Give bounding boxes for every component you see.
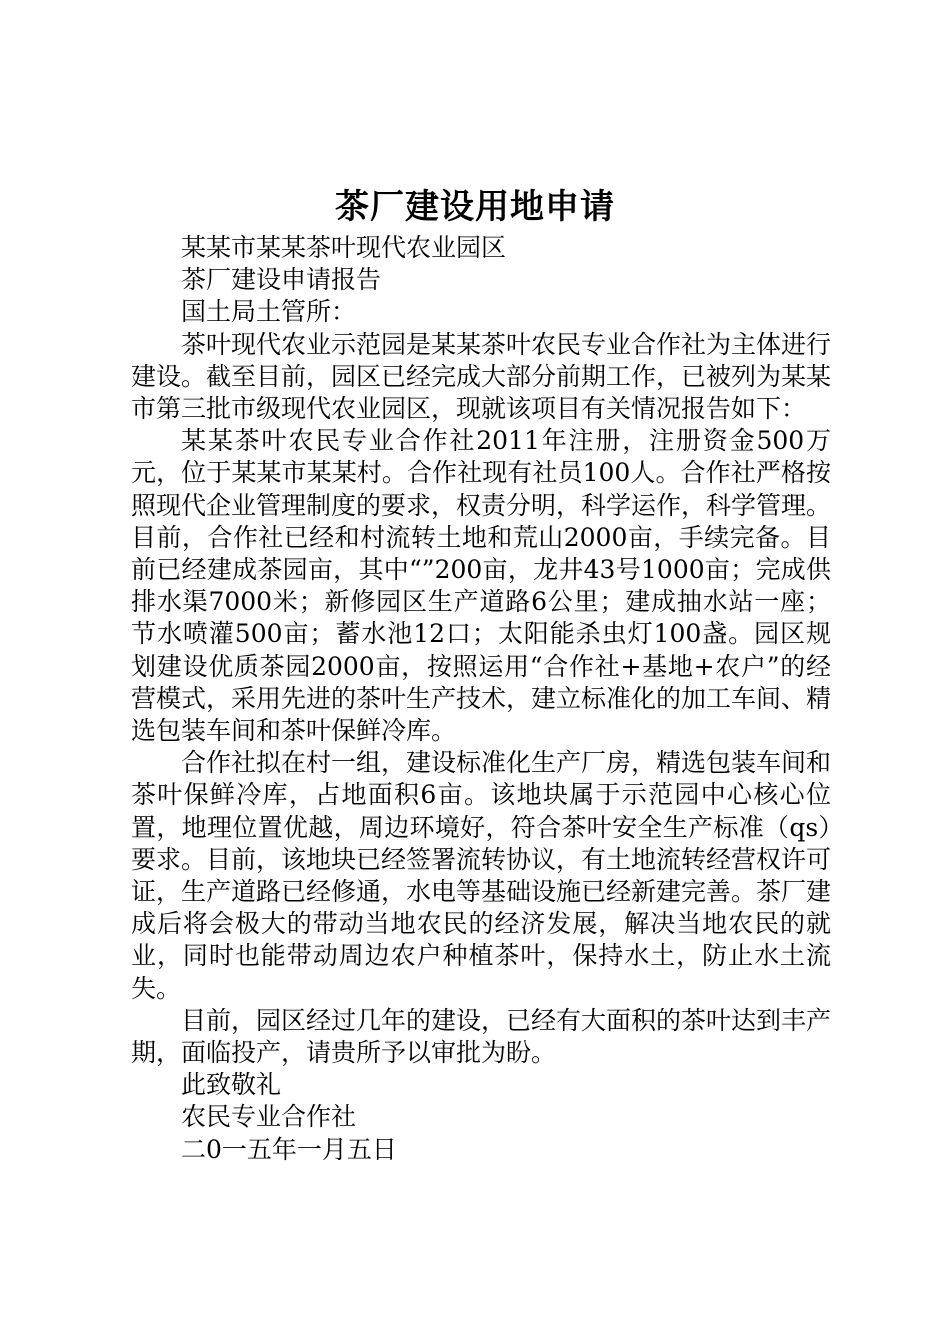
document-title: 茶厂建设用地申请 bbox=[335, 187, 615, 227]
document-body bbox=[131, 232, 831, 1166]
closing-signature: 农民专业合作社 bbox=[181, 1102, 357, 1132]
closing-salutation: 此致敬礼 bbox=[181, 1070, 282, 1100]
paragraph-cooperative: 某某茶叶农民专业合作社2011年注册，注册资金500万元，位于某某市某某村。合作社现有社员100人。合作社严格按照现代企业管理制度的要求，权责分明，科学运作，科学管理。目前，合作社已经和村流转土地和荒山2000亩，手续完备。目前已经建成茶园亩，其中“”200亩，龙井43号1000亩；完成供排水渠7000米；新修园区生产道路6公里；建成抽水站一座；节水喷灌500亩；蓄水池12口；太阳能杀虫灯100盏。园区规划建设优质茶园2000亩，按照运用“合作社+基地+农户”的经营模式，采用先进的茶叶生产技术，建立标准化的加工车间、精选包装车间和茶叶保鲜冷库。 bbox=[131, 426, 832, 746]
paragraph-intro: 茶叶现代农业示范园是某某茶叶农民专业合作社为主体进行建设。截至目前，园区已经完成大部分前期工作，已被列为某某市第三批市级现代农业园区，现就该项目有关情况报告如下： bbox=[131, 329, 832, 424]
header-line-recipient: 国土局土管所： bbox=[181, 297, 357, 327]
header-line-park: 某某市某某茶叶现代农业园区 bbox=[181, 233, 507, 262]
paragraph-request: 目前，园区经过几年的建设，已经有大面积的茶叶达到丰产期，面临投产，请贵所予以审批为盼。 bbox=[131, 1005, 832, 1068]
paragraph-site: 合作社拟在村一组，建设标准化生产厂房，精选包装车间和茶叶保鲜冷库，占地面积6亩。该地块属于示范园中心核心位置，地理位置优越，周边环境好，符合茶叶安全生产标准（qs）要求。目前，该地块已经签署流转协议，有土地流转经营权许可证，生产道路已经修通，水电等基础设施已经新建完善。茶厂建成后将会极大的带动当地农民的经济发展，解决当地农民的就业，同时也能带动周边农户种植茶叶，保持水土，防止水土流失。 bbox=[131, 748, 832, 1003]
closing-date: 二0一五年一月五日 bbox=[181, 1134, 397, 1164]
header-line-report: 茶厂建设申请报告 bbox=[181, 265, 382, 295]
